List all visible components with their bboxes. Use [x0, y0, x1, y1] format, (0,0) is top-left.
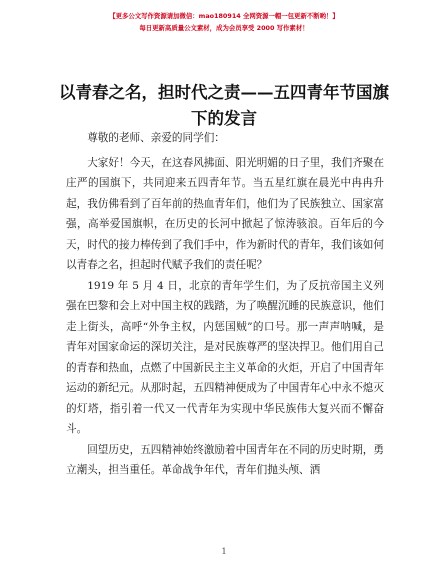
title-line-1: 以青春之名，担时代之责——五四青年节国旗 — [59, 83, 389, 102]
document-title — [40, 80, 408, 132]
page-number: 1 — [221, 547, 227, 556]
paragraph-1: 大家好！今天，在这春风拂面、阳光明媚的日子里，我们齐聚在庄严的国旗下，共同迎来五四青年节。当五星红旗在晨光中冉冉升起，我仿佛看到了百年前的热血青年们，他们为了民族独立、国家富强，高举爱国旗帜，在历史的长河中掀起了惊涛骇浪。百年后的今天，时代的接力棒传到了我们手中，作为新时代的青年，我们该如何以青春之名，担起时代赋予我们的责任呢？ — [66, 156, 384, 271]
title-line-2: 下的发言 — [191, 109, 257, 128]
paragraph-3: 回望历史，五四精神始终激励着中国青年在不同的历史时期，勇立潮头，担当重任。革命战争年代，青年们抛头颅、洒 — [66, 443, 384, 476]
greeting: 尊敬的老师、亲爱的同学们： — [87, 132, 225, 144]
promo-header — [0, 10, 448, 34]
document-body — [66, 128, 384, 481]
promo-line-2: 每日更新高质量公文素材，成为会员享受 2000 写作素材！ — [139, 24, 309, 32]
promo-line-1: 【更多公文写作资源请加微信：mao180914 全网资源一帽一包更新不断哟！】 — [109, 12, 339, 20]
paragraph-2: 1919 年 5 月 4 日，北京的青年学生们，为了反抗帝国主义列强在巴黎和会上对中国主权的践踏，为了唤醒沉睡的民族意识，他们走上街头，高呼“外争主权，内惩国贼”的口号。那一声声呐喊，是青年对国家命运的深切关注，是对民族尊严的坚决捍卫。他们用自己的青春和热血，点燃了中国新民主主义革命的火炬，开启了中国青年运动的新纪元。从那时起，五四精神便成为了中国青年心中永不熄灭的灯塔，指引着一代又一代青年为实现中华民族伟大复兴而不懈奋斗。 — [66, 279, 384, 435]
